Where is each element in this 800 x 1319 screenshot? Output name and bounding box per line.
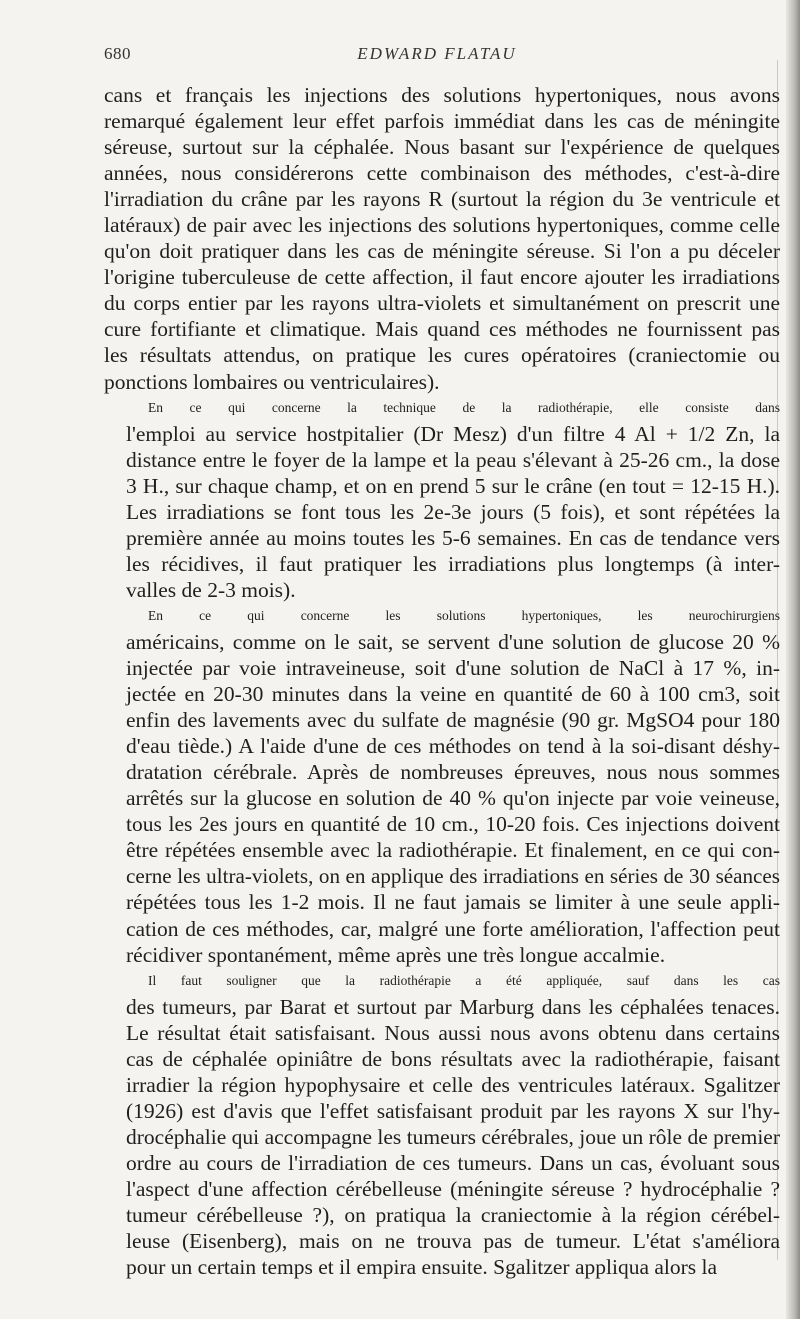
text-line: années, nous considérerons cette combinaison des méthodes, c'est-à-dire [104, 161, 780, 186]
text-line: (1926) est d'avis que l'effet satisfaisant produit par les rayons X sur l'hy- [126, 1098, 780, 1123]
text-line: latéraux) de pair avec les injections des solutions hypertoniques, comme celle [104, 213, 780, 238]
paragraph [104, 395, 780, 603]
running-head: EDWARD FLATAU [357, 44, 517, 63]
text-line: récidiver spontanément, même après une très longue accalmie. [126, 942, 666, 967]
text-line: enfin des lavements avec du sulfate de magnésie (90 gr. MgSO4 pour 180 [126, 708, 780, 733]
text-line: l'aspect d'une affection cérébelleuse (méningite séreuse ? hydrocéphalie ? [126, 1176, 780, 1201]
text-line: distance entre le foyer de la lampe et la peau s'élevant à 25-26 cm., la dose [126, 447, 780, 472]
text-line: les récidives, il faut pratiquer les irradiations plus longtemps (à inter- [126, 551, 780, 576]
page-header [104, 44, 784, 70]
text-line: Les irradiations se font tous les 2e-3e jours (5 fois), et sont répétées la [126, 499, 780, 524]
text-line: du corps entier par les rayons ultra-violets et simultanément on prescrit une [104, 291, 780, 316]
text-line: cure fortifiante et climatique. Mais quand ces méthodes ne fournissent pas [104, 317, 780, 342]
text-line: cas de céphalée opiniâtre de bons résultats avec la radiothérapie, faisant [126, 1046, 780, 1071]
text-line: Il faut souligner que la radiothérapie a été appliquée, sauf dans les cas [148, 972, 780, 988]
text-line: d'eau tiède.) A l'aide d'une de ces méthodes on tend à la soi-disant déshy- [126, 734, 780, 759]
paragraph [104, 603, 780, 968]
text-line: répétées tous les 1-2 mois. Il ne faut jamais se limiter à une seule appli- [126, 890, 780, 915]
text-line: qu'on doit pratiquer dans les cas de méningite séreuse. Si l'on a pu déceler [104, 239, 780, 264]
text-line: drocéphalie qui accompagne les tumeurs cérébrales, joue un rôle de premier [126, 1124, 780, 1149]
text-line: les résultats attendus, on pratique les cures opératoires (craniectomie ou [104, 343, 780, 368]
text-line: cation de ces méthodes, car, malgré une forte amélioration, l'affection peut [126, 916, 780, 941]
page-edge [786, 0, 800, 1319]
text-line: En ce qui concerne les solutions hypertoniques, les neurochirurgiens [148, 607, 780, 623]
text-line: première année au moins toutes les 5-6 semaines. En cas de tendance vers [126, 525, 780, 550]
text-line: séreuse, surtout sur la céphalée. Nous basant sur l'expérience de quelques [104, 135, 780, 160]
text-line: pour un certain temps et il empira ensuite. Sgalitzer appliqua alors la [126, 1255, 718, 1280]
paragraph [104, 968, 780, 1281]
text-line: des tumeurs, par Barat et surtout par Marburg dans les céphalées tenaces. [126, 994, 780, 1019]
text-line: l'emploi au service hostpitalier (Dr Mesz) d'un filtre 4 Al + 1/2 Zn, la [126, 421, 780, 446]
text-line: remarqué également leur effet parfois immédiat dans les cas de méningite [104, 109, 780, 134]
text-line: 3 H., sur chaque champ, et on en prend 5 sur le crâne (en tout = 12-15 H.). [126, 473, 780, 498]
text-line: dratation cérébrale. Après de nombreuses épreuves, nous nous sommes [126, 760, 780, 785]
text-line: valles de 2-3 mois). [126, 577, 296, 602]
page-number: 680 [104, 44, 131, 63]
text-line: Le résultat était satisfaisant. Nous aussi nous avons obtenu dans certains [126, 1020, 780, 1045]
text-line: tumeur cérébelleuse ?), on pratiqua la craniectomie à la région cérébel- [126, 1203, 780, 1228]
paragraph [104, 82, 780, 395]
text-line: En ce qui concerne la technique de la radiothérapie, elle consiste dans [148, 399, 780, 415]
text-line: arrêtés sur la glucose en solution de 40 % qu'on injecte par voie veineuse, [126, 786, 780, 811]
text-line: tous les 2es jours en quantité de 10 cm., 10-20 fois. Ces injections doivent [126, 812, 780, 837]
text-line: ponctions lombaires ou ventriculaires). [104, 369, 440, 394]
text-line: cans et français les injections des solutions hypertoniques, nous avons [104, 83, 780, 107]
text-line: l'origine tuberculeuse de cette affection, il faut encore ajouter les irradiations [104, 265, 780, 290]
body-text [104, 82, 780, 1280]
text-line: irradier la région hypophysaire et celle des ventricules latéraux. Sgalitzer [126, 1072, 780, 1097]
text-line: ordre au cours de l'irradiation de ces tumeurs. Dans un cas, évoluant sous [126, 1150, 780, 1175]
text-line: américains, comme on le sait, se servent d'une solution de glucose 20 % [126, 629, 780, 654]
text-line: leuse (Eisenberg), mais on ne trouva pas de tumeur. L'état s'améliora [126, 1229, 780, 1254]
text-line: injectée par voie intraveineuse, soit d'une solution de NaCl à 17 %, in- [126, 656, 780, 681]
text-line: cerne les ultra-violets, on en applique des irradiations en séries de 30 séances [126, 864, 780, 889]
text-line: être répétées ensemble avec la radiothérapie. Et finalement, en ce qui con- [126, 838, 780, 863]
text-line: l'irradiation du crâne par les rayons R (surtout la région du 3e ventricule et [104, 187, 780, 212]
text-line: jectée en 20-30 minutes dans la veine en quantité de 60 à 100 cm3, soit [126, 682, 780, 707]
